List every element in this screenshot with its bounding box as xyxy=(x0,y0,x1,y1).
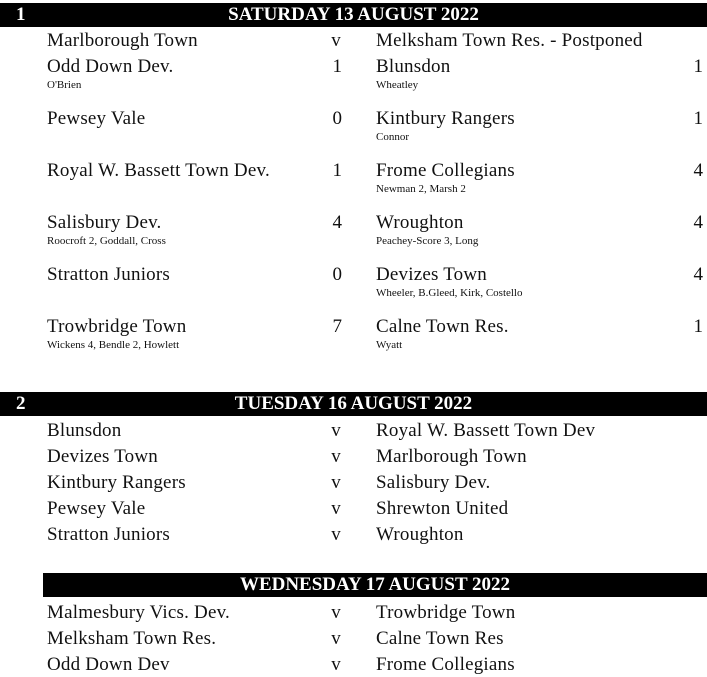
versus-label: v xyxy=(331,472,341,493)
section-header xyxy=(43,573,707,597)
home-team: Pewsey Vale xyxy=(47,498,146,519)
section-title: WEDNESDAY 17 AUGUST 2022 xyxy=(239,574,511,595)
away-team: Wroughton xyxy=(376,212,464,233)
home-team: Odd Down Dev xyxy=(47,654,170,675)
home-team: Odd Down Dev. xyxy=(47,56,174,77)
away-team: Calne Town Res xyxy=(376,628,504,649)
home-scorers: O'Brien xyxy=(47,79,82,91)
section-header xyxy=(0,3,707,27)
versus-label: v xyxy=(331,654,341,675)
away-team: Frome Collegians xyxy=(376,160,515,181)
home-score: 1 xyxy=(332,56,342,77)
away-team: Melksham Town Res. - Postponed xyxy=(376,30,643,51)
section-title: TUESDAY 16 AUGUST 2022 xyxy=(234,393,473,414)
away-team: Kintbury Rangers xyxy=(376,108,515,129)
versus-label: v xyxy=(331,420,341,441)
home-team: Stratton Juniors xyxy=(47,524,171,545)
away-team: Calne Town Res. xyxy=(376,316,509,337)
home-team: Stratton Juniors xyxy=(47,264,171,285)
away-score: 4 xyxy=(693,212,703,233)
away-team: Wroughton xyxy=(376,524,464,545)
away-team: Trowbridge Town xyxy=(376,602,516,623)
versus-label: v xyxy=(331,524,341,545)
home-team: Salisbury Dev. xyxy=(47,212,162,233)
section-title: SATURDAY 13 AUGUST 2022 xyxy=(228,4,479,25)
home-score: 7 xyxy=(332,316,342,337)
home-team: Pewsey Vale xyxy=(47,108,146,129)
home-score: 1 xyxy=(332,160,342,181)
home-score: 0 xyxy=(332,264,342,285)
home-team: Blunsdon xyxy=(47,420,122,441)
away-scorers: Wyatt xyxy=(376,339,403,351)
section-number: 2 xyxy=(16,393,26,414)
home-team: Trowbridge Town xyxy=(47,316,187,337)
home-team: Marlborough Town xyxy=(47,30,198,51)
away-team: Royal W. Bassett Town Dev xyxy=(376,420,596,441)
away-team: Devizes Town xyxy=(376,264,488,285)
away-score: 1 xyxy=(693,108,703,129)
away-score: 4 xyxy=(693,264,703,285)
home-team: Kintbury Rangers xyxy=(47,472,186,493)
away-scorers: Peachey-Score 3, Long xyxy=(376,235,479,247)
away-score: 1 xyxy=(693,316,703,337)
versus-label: v xyxy=(331,602,341,623)
home-scorers: Wickens 4, Bendle 2, Howlett xyxy=(47,339,180,351)
section-number: 1 xyxy=(16,4,26,25)
versus-label: v xyxy=(331,30,341,51)
home-team: Melksham Town Res. xyxy=(47,628,217,649)
home-scorers: Roocroft 2, Goddall, Cross xyxy=(47,235,166,247)
away-scorers: Wheatley xyxy=(376,79,419,91)
home-team: Devizes Town xyxy=(47,446,159,467)
away-score: 4 xyxy=(693,160,703,181)
home-score: 0 xyxy=(332,108,342,129)
versus-label: v xyxy=(331,498,341,519)
home-team: Malmesbury Vics. Dev. xyxy=(47,602,231,623)
away-team: Blunsdon xyxy=(376,56,451,77)
away-team: Salisbury Dev. xyxy=(376,472,491,493)
away-scorers: Newman 2, Marsh 2 xyxy=(376,183,466,195)
section-header xyxy=(0,392,707,416)
away-scorers: Wheeler, B.Gleed, Kirk, Costello xyxy=(376,287,523,299)
away-score: 1 xyxy=(693,56,703,77)
versus-label: v xyxy=(331,628,341,649)
home-score: 4 xyxy=(332,212,342,233)
versus-label: v xyxy=(331,446,341,467)
home-team: Royal W. Bassett Town Dev. xyxy=(47,160,270,181)
away-scorers: Connor xyxy=(376,131,409,143)
away-team: Frome Collegians xyxy=(376,654,515,675)
away-team: Shrewton United xyxy=(376,498,509,519)
away-team: Marlborough Town xyxy=(376,446,527,467)
